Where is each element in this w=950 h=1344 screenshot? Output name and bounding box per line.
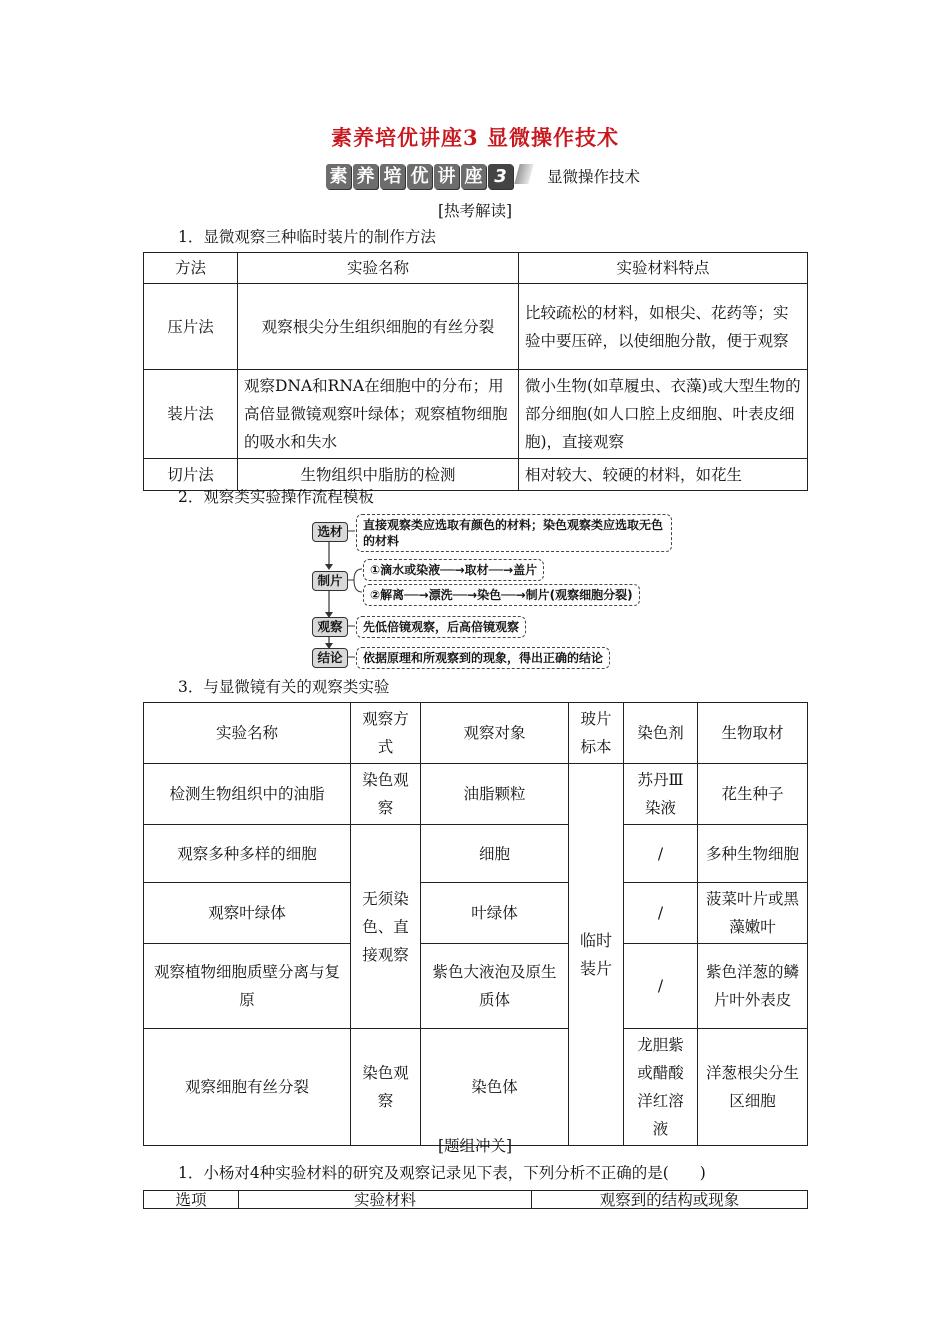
table-cell: 相对较大、较硬的材料，如花生 xyxy=(519,459,808,491)
header-cell: 生物取材 xyxy=(698,703,808,764)
header-cell: 选项 xyxy=(144,1191,239,1209)
table-header-row xyxy=(144,253,808,284)
merged-slide-cell: 临时装片 xyxy=(569,764,624,1146)
page-title: 素养培优讲座3 显微操作技术 xyxy=(331,125,619,150)
step-box-select: 直接观察类应选取有颜色的材料；染色观察类应选取无色的材料 xyxy=(356,514,672,552)
banner-char: 素 xyxy=(326,164,351,189)
banner-char: 座 xyxy=(461,164,486,189)
table-cell: 装片法 xyxy=(144,370,238,459)
header-cell: 玻片标本 xyxy=(569,703,624,764)
table-cell: 微小生物(如草履虫、衣藻)或大型生物的部分细胞(如人口腔上皮细胞、叶表皮细胞)，直接观察 xyxy=(519,370,808,459)
microscope-experiments-table xyxy=(143,702,808,1146)
table-cell: 叶绿体 xyxy=(421,883,569,944)
banner-decoration xyxy=(514,164,533,184)
header-cell: 实验材料 xyxy=(239,1191,532,1209)
table-cell: 切片法 xyxy=(144,459,238,491)
question-1: 1．小杨对4种实验材料的研究及观察记录见下表，下列分析不正确的是( ) xyxy=(178,1164,706,1182)
header-cell: 染色剂 xyxy=(624,703,698,764)
banner-char: 优 xyxy=(407,164,432,189)
table-cell: 紫色大液泡及原生质体 xyxy=(421,944,569,1029)
table-cell: 菠菜叶片或黑藻嫩叶 xyxy=(698,883,808,944)
header-cell: 观察方式 xyxy=(351,703,421,764)
item-3-heading: 3．与显微镜有关的观察类实验 xyxy=(178,678,390,696)
table-cell: 压片法 xyxy=(144,284,238,370)
banner-char: 培 xyxy=(380,164,405,189)
banner-char: 讲 xyxy=(434,164,459,189)
table-cell: 洋葱根尖分生区细胞 xyxy=(698,1029,808,1146)
header-cell: 观察对象 xyxy=(421,703,569,764)
table-cell: 检测生物组织中的油脂 xyxy=(144,764,351,825)
banner-number: 3 xyxy=(488,164,513,189)
table-cell: 观察根尖分生组织细胞的有丝分裂 xyxy=(238,284,519,370)
step-tag-observe: 观察 xyxy=(312,617,348,637)
header-cell: 方法 xyxy=(144,253,238,284)
table-cell: 染色观察 xyxy=(351,764,421,825)
step-tag-select: 选材 xyxy=(312,522,348,542)
table-header-row xyxy=(144,703,808,764)
banner-char: 养 xyxy=(353,164,378,189)
table-cell: 观察叶绿体 xyxy=(144,883,351,944)
table-cell: 观察植物细胞质壁分离与复原 xyxy=(144,944,351,1029)
item-1-heading: 1．显微观察三种临时装片的制作方法 xyxy=(178,228,436,246)
header-cell: 实验名称 xyxy=(144,703,351,764)
table-cell: 花生种子 xyxy=(698,764,808,825)
table-row xyxy=(144,825,808,883)
table-cell: / xyxy=(624,825,698,883)
lecture-banner xyxy=(326,160,640,192)
step-tag-conclude: 结论 xyxy=(312,648,348,668)
header-cell: 实验材料特点 xyxy=(519,253,808,284)
table-cell: 多种生物细胞 xyxy=(698,825,808,883)
table-cell: 染色观察 xyxy=(351,1029,421,1146)
step-box-conclude: 依据原理和所观察到的现象，得出正确的结论 xyxy=(356,647,610,669)
table-row xyxy=(144,764,808,825)
table-header-row xyxy=(144,1191,808,1209)
table-cell: 油脂颗粒 xyxy=(421,764,569,825)
table-row xyxy=(144,1029,808,1146)
header-cell: 实验名称 xyxy=(238,253,519,284)
item-2-heading: 2．观察类实验操作流程模板 xyxy=(178,488,374,506)
step-tag-prepare: 制片 xyxy=(312,571,348,591)
step-box-observe: 先低倍镜观察，后高倍镜观察 xyxy=(356,616,526,638)
table-row xyxy=(144,944,808,1029)
table-cell: 苏丹Ⅲ染液 xyxy=(624,764,698,825)
table-cell: 比较疏松的材料，如根尖、花药等；实验中要压碎，以使细胞分散，便于观察 xyxy=(519,284,808,370)
step-box-prepare-1: ①滴水或染液──→取材──→盖片 xyxy=(363,559,544,581)
merged-mode-cell: 无须染色、直接观察 xyxy=(351,825,421,1029)
table-cell: 染色体 xyxy=(421,1029,569,1146)
table-cell: / xyxy=(624,883,698,944)
table-cell: 细胞 xyxy=(421,825,569,883)
table-cell: 观察细胞有丝分裂 xyxy=(144,1029,351,1146)
methods-table xyxy=(143,252,808,491)
table-cell: 观察DNA和RNA在细胞中的分布；用高倍显微镜观察叶绿体；观察植物细胞的吸水和失水 xyxy=(238,370,519,459)
header-cell: 观察到的结构或现象 xyxy=(532,1191,808,1209)
table-row xyxy=(144,883,808,944)
section-header-practice: [题组冲关] xyxy=(437,1137,513,1155)
table-cell: / xyxy=(624,944,698,1029)
table-cell: 观察多种多样的细胞 xyxy=(144,825,351,883)
banner-subtitle: 显微操作技术 xyxy=(547,168,641,186)
workflow-diagram xyxy=(300,512,690,672)
section-header-hot: [热考解读] xyxy=(437,202,513,220)
table-row xyxy=(144,370,808,459)
table-cell: 生物组织中脂肪的检测 xyxy=(238,459,519,491)
table-cell: 龙胆紫或醋酸洋红溶液 xyxy=(624,1029,698,1146)
question-table xyxy=(143,1190,808,1209)
table-cell: 紫色洋葱的鳞片叶外表皮 xyxy=(698,944,808,1029)
table-row xyxy=(144,284,808,370)
step-box-prepare-2: ②解离──→漂洗──→染色──→制片(观察细胞分裂) xyxy=(363,584,640,606)
